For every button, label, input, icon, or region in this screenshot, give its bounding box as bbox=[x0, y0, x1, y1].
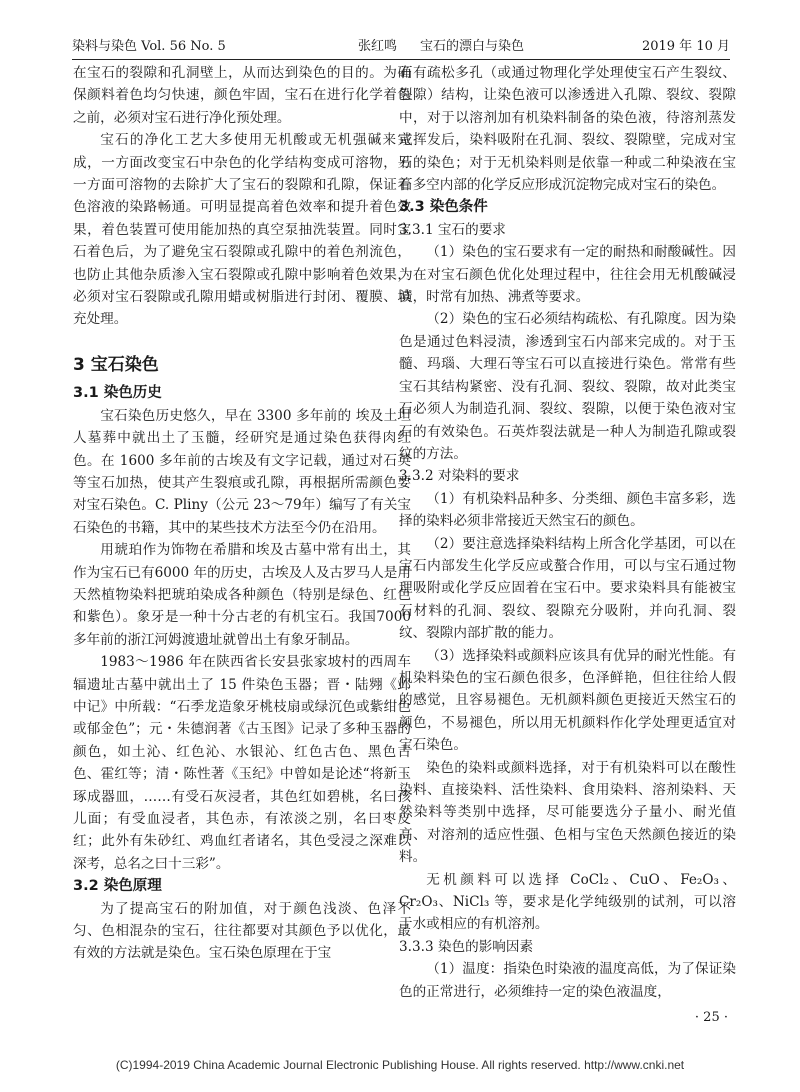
subsection-heading: 3.2 染色原理 bbox=[73, 878, 162, 895]
paragraph: （2）染色的宝石必须结构疏松、有孔隙度。因为染色是通过色料浸渍，渗透到宝石内部来完成的。对于玉髓、玛瑙、大理石等宝石可以直接进行染色。常常有些宝石其结构紧密、没有孔洞、裂纹、裂隙，故对此类宝石必须人为制造孔洞、裂纹、裂隙，以便于染色液对宝石的有效染色。石英炸裂法就是一种人为制造孔隙或裂纹的方法。 bbox=[399, 311, 736, 462]
paragraph: 宝石染色历史悠久，早在 3300 多年前的 埃及土坦人墓葬中就出土了玉髓，经研究是通过染色获得肉红色。在 1600 多年前的古埃及有文字记载，通过对石英等宝石加热，使其产生裂痕或孔隙，再根据所需颜色要对宝石染色。C. Pliny（公元 23～79年）编写了有关宝石染色的书籍，其中的某些技术方法至今仍在沿用。 bbox=[73, 407, 411, 536]
subsubsection-heading: 3.3.1 宝石的要求 bbox=[399, 221, 506, 238]
paragraph: 染色的染料或颜料选择，对于有机染料可以在酸性染料、直接染料、活性染料、食用染料、溶剂染料、天然染料等类别中选择，尽可能要选分子量小、耐光值高、对溶剂的适应性强、色相与宝色天然颜色接近的染料。 bbox=[399, 759, 736, 866]
subsection-heading: 3.3 染色条件 bbox=[399, 199, 488, 216]
subsection-heading: 3.1 染色历史 bbox=[73, 385, 162, 402]
paragraph: （3）选择染料或颜料应该具有优异的耐光性能。有机染料染色的宝石颜色很多，色泽鲜艳，但往往给人假的感觉，且容易褪色。无机颜料颜色更接近天然宝石的颜色，不易褪色，所以用无机颜料作化学处理更适宜对宝石染色。 bbox=[399, 647, 736, 754]
article-author: 张红鸣 bbox=[358, 39, 398, 54]
issue-date: 2019 年 10 月 bbox=[641, 39, 730, 54]
paragraph: 在宝石的裂隙和孔洞壁上，从而达到染色的目的。为确保颜料着色均匀快速，颜色牢固，宝石在进行化学着色之前，必须对宝石进行净化预处理。 bbox=[73, 65, 411, 126]
paragraph: （1）染色的宝石要求有一定的耐热和耐酸碱性。因为在对宝石颜色优化处理过程中，往往会用无机酸碱浸渍，时常有加热、沸煮等要求。 bbox=[399, 244, 736, 306]
paragraph: 为了提高宝石的附加值，对于颜色浅淡、色泽不匀、色相混杂的宝石，往往都要对其颜色予以优化，最有效的方法就是染色。宝石染色原理在于宝 bbox=[73, 900, 411, 962]
paragraph: （1）温度：指染色时染液的温度高低，为了保证染色的正常进行，必须维持一定的染色液温度， bbox=[399, 961, 736, 1000]
paragraph: （2）要注意选择染料结构上所含化学基团，可以在宝石内部发生化学反应或螯合作用，可以与宝石通过物理吸附或化学反应固着在宝石中。要求染料具有能被宝石材料的孔洞、裂纹、裂隙充分吸附，并向孔洞、裂纹、裂隙内部扩散的能力。 bbox=[399, 535, 736, 642]
right-column bbox=[399, 62, 736, 1003]
copyright-footer: (C)1994-2019 China Academic Journal Electronic Publishing House. All rights reserved. http://www.cnki.net bbox=[115, 1058, 685, 1072]
left-column bbox=[73, 62, 411, 965]
paragraph: 用琥珀作为饰物在希腊和埃及古墓中常有出土，其作为宝石已有6000 年的历史，古埃及人及古罗马人是用天然植物染料把琥珀染成各种颜色（特别是绿色、红色和紫色）。象牙是一种十分古老的有机宝石。我国7000 多年前的浙江河姆渡遗址就曾出土有象牙制品。 bbox=[73, 542, 411, 648]
paragraph: 宝石的净化工艺大多使用无机酸或无机强碱来完成，一方面改变宝石中杂色的化学结构变成可溶物，另一方面可溶物的去除扩大了宝石的裂隙和孔隙，保证着色溶液的染路畅通。可明显提高着色效率和提升着色效果，着色装置可使用能加热的真空泵抽洗装置。同时宝石着色后，为了避免宝石裂隙或孔隙中的着色剂流色，也防止其他杂质渗入宝石裂隙或孔隙中影响着色效果，必须对宝石裂隙或孔隙用蜡或树脂进行封闭、覆膜、填充处理。 bbox=[73, 132, 411, 328]
journal-issue: 染料与染色 Vol. 56 No. 5 bbox=[72, 39, 226, 54]
paragraph: 无机颜料可以选择 CoCl₂、CuO、Fe₂O₃、Cr₂O₃、NiCl₃ 等，要求是化学纯级别的试剂，可以溶于水或相应的有机溶剂。 bbox=[399, 871, 736, 933]
subsubsection-heading: 3.3.3 染色的影响因素 bbox=[399, 938, 534, 955]
page-number: · 25 · bbox=[694, 1010, 728, 1025]
article-title: 宝石的漂白与染色 bbox=[420, 39, 525, 54]
paragraph: （1）有机染料品种多、分类细、颜色丰富多彩，选择的染料必须非常接近天然宝石的颜色。 bbox=[399, 490, 736, 530]
section-heading: 3 宝石染色 bbox=[73, 354, 159, 375]
paragraph: 1983～1986 年在陕西省长安县张家坡村的西周车辐遗址古墓中就出土了 15 件染色玉器；晋・陆翙《邺中记》中所载：“石季龙造象牙桃枝扇或绿沉色或紫绀色或郁金色”；元・朱德润著《古玉图》记录了多种玉器的颜色，如土沁、红色沁、水银沁、红色古色、黑色古色、霍红等；清・陈性著《玉纪》中曾如是论述“将新玉琢成器皿，……有受石灰浸者，其色红如碧桃，名曰孩儿面；有受血浸者，其色赤，有浓淡之别，名曰枣皮红；此外有朱砂红、鸡血红者诸名，其色受浸之深难以深考，总名之曰十三彩”。 bbox=[73, 654, 411, 872]
paragraph: 石有疏松多孔（或通过物理化学处理使宝石产生裂纹、裂隙）结构，让染色液可以渗透进入孔隙、裂纹、裂隙中，对于以溶剂加有机染料制备的染色液，待溶剂蒸发或挥发后，染料吸附在孔洞、裂纹、裂隙壁，完成对宝石的染色；对于无机染料则是依靠一种或二种染液在宝石多空内部的化学反应形成沉淀物完成对宝石的染色。 bbox=[399, 65, 736, 194]
subsubsection-heading: 3.3.2 对染料的要求 bbox=[399, 468, 520, 485]
running-header bbox=[72, 37, 730, 60]
